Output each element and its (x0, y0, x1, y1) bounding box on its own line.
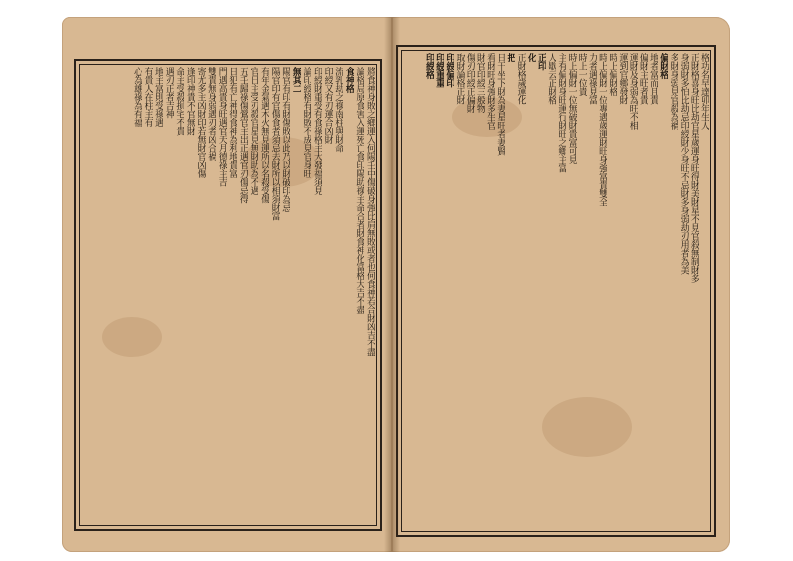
text-column: 運到官鄉發財 (617, 53, 628, 104)
text-column: 印綬偏印 (444, 53, 455, 87)
text-column: 印綬財重受有食祿格主大發福須見 (312, 67, 323, 195)
right-text-columns (401, 50, 711, 532)
left-page (62, 17, 392, 552)
text-column: 五壬歸祿傷鶯官主出正遇官刃傷忌得 (237, 67, 248, 203)
text-column: 地主富則受祿遇 (153, 67, 164, 127)
text-column: 官日主受刃殺官星見無財助為不遇 (248, 67, 259, 195)
text-column: 寄尤多主凶財印若無財官凶傷 (195, 67, 206, 178)
text-column: 無其二 (290, 67, 301, 93)
text-column: 化 (525, 53, 536, 62)
text-column: 時上偏財一位專遇歲運財旺身強富貴雙全 (597, 53, 608, 206)
text-column: 有貴人在柱主有 (142, 67, 153, 127)
text-column: 陽官有印有財傷敗以此乃以財破印為忌 (280, 67, 291, 212)
book-gutter (384, 17, 400, 552)
book-spread (62, 17, 730, 552)
text-column: 印綬又有刃運合凶財 (322, 67, 333, 144)
text-column: 有年金氣遇木火無見運所以名殺受傷 (259, 67, 270, 203)
text-column: 日干坐下財為妻星旺者妻賢 (495, 53, 506, 155)
text-column: 人歇云正財格 (546, 53, 557, 104)
text-column: 把 (505, 53, 516, 62)
text-column: 印綬重重 (434, 53, 445, 87)
text-column: 雙貴無身弱遇刃者凶合禍 (206, 67, 217, 161)
right-page-frame (396, 45, 716, 537)
text-column: 陽官印有官傷食者須忌去財所以相須財富 (269, 67, 280, 220)
text-column: 論格局原食害入運死亡食印陽助祿主命合者財食神化富格大吉不盡 (354, 67, 365, 314)
text-column: 心為雄祿為有福 (131, 67, 142, 127)
text-column: 運財及身弱為旺不相 (627, 53, 638, 130)
text-column: 主有偏財身旺運行財旺之鄉主富 (556, 53, 567, 172)
text-column: 論印綬格有財敗不成見官身旺 (301, 67, 312, 178)
left-page-frame (74, 59, 382, 531)
text-column: 遇刃正者吉神 (163, 67, 174, 118)
text-column: 逢印神貴不官無財 (184, 67, 195, 135)
text-column: 正印 (536, 53, 546, 70)
text-column: 正財格歲運化 (515, 53, 526, 104)
text-column: 財官印綬三般物 (474, 53, 485, 113)
right-page (392, 17, 730, 552)
text-column: 格功名早達卯年生人 (699, 53, 709, 130)
text-column: 將食神身敗之鄉運入何陽壬中傷破身強比肩無敗或者也何食神若合財凶吉不盡 (365, 67, 375, 356)
text-column: 看財旺身強財多生官 (485, 53, 496, 130)
text-column: 命主受殺損宅不貴 (174, 67, 185, 135)
text-column: 力者遇祿見富 (586, 53, 597, 104)
text-column: 偏財主旺者貴 (637, 53, 648, 104)
text-column: 印綬格 (423, 53, 434, 79)
text-column: 多財身弱見官殺為禍 (668, 53, 679, 130)
text-column: 時上偏財格 (607, 53, 618, 96)
text-column: 傷刃印綬正偏財 (464, 53, 475, 113)
text-column: 地者富而且貴 (648, 53, 659, 104)
text-column: 流乳劫之祿南柱與財命 (333, 67, 344, 152)
text-column: 取財論格正財 (454, 53, 465, 104)
text-column: 偏財格 (658, 53, 669, 79)
text-column: 門遇高貴身旺遇官天月德祿主吉 (216, 67, 227, 186)
text-column: 食神格 (343, 67, 354, 93)
text-column: 日犯有亡神得食神為利地貴富 (227, 67, 238, 178)
text-column: 時上偏財一位無破財貴富可見 (566, 53, 577, 164)
text-column: 身弱財多怕比劫忌印綬財少身旺不忌財多身弱劫刃用者為美 (678, 53, 689, 274)
left-text-columns (79, 64, 377, 526)
text-column: 正財格喜身旺比劫官星歲運身旺得財美財星不見官殺無制財多 (688, 53, 699, 283)
text-column: 時上一位貴 (576, 53, 587, 96)
